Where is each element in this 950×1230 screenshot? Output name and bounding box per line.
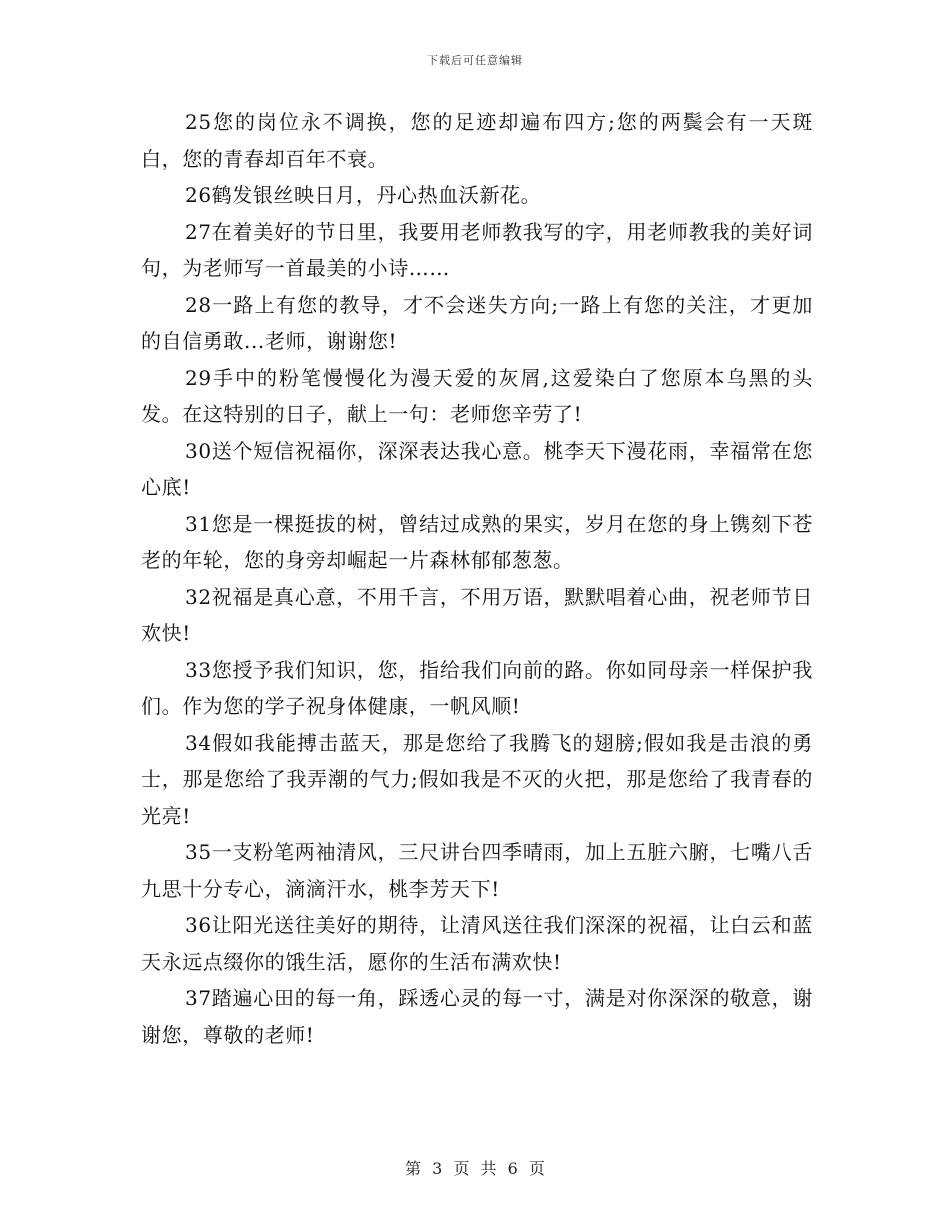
paragraph-36: 36让阳光送往美好的期待，让清风送往我们深深的祝福，让白云和蓝天永远点缀你的饿生活，愿你的生活布满欢快! xyxy=(141,913,813,974)
paragraph-32: 32祝福是真心意，不用千言，不用万语，默默唱着心曲，祝老师节日欢快! xyxy=(141,584,813,645)
paragraph-29: 29手中的粉笔慢慢化为漫天爱的灰屑,这爱染白了您原本乌黑的头发。在这特别的日子，献上一句：老师您辛劳了! xyxy=(141,365,813,426)
paragraph-30: 30送个短信祝福你，深深表达我心意。桃李天下漫花雨，幸福常在您心底! xyxy=(141,438,813,499)
paragraph-37: 37踏遍心田的每一角，踩透心灵的每一寸，满是对你深深的敬意，谢谢您，尊敬的老师! xyxy=(141,986,813,1047)
paragraph-34: 34假如我能搏击蓝天，那是您给了我腾飞的翅膀;假如我是击浪的勇士，那是您给了我弄潮的气力;假如我是不灭的火把，那是您给了我青春的光亮! xyxy=(141,730,813,828)
paragraph-25: 25您的岗位永不调换，您的足迹却遍布四方;您的两鬓会有一天斑白，您的青春却百年不衰。 xyxy=(141,110,813,171)
paragraph-31: 31您是一棵挺拔的树，曾结过成熟的果实，岁月在您的身上镌刻下苍老的年轮，您的身旁却崛起一片森林郁郁葱葱。 xyxy=(141,511,813,572)
document-body xyxy=(141,104,813,1053)
paragraph-33: 33您授予我们知识，您，指给我们向前的路。你如同母亲一样保护我们。作为您的学子祝身体健康，一帆风顺! xyxy=(141,657,813,718)
paragraph-27: 27在着美好的节日里，我要用老师教我写的字，用老师教我的美好词句，为老师写一首最美的小诗…… xyxy=(141,219,813,280)
page-number-footer: 第 3 页 共 6 页 xyxy=(405,1159,545,1178)
paragraph-35: 35一支粉笔两袖清风，三尺讲台四季晴雨，加上五脏六腑，七嘴八舌九思十分专心，滴滴汗水，桃李芳天下! xyxy=(141,840,813,901)
paragraph-28: 28一路上有您的教导，才不会迷失方向;一路上有您的关注，才更加的自信勇敢...老师，谢谢您! xyxy=(141,292,813,353)
paragraph-26: 26鹤发银丝映日月，丹心热血沃新花。 xyxy=(185,183,542,207)
page-header: 下载后可任意编辑 xyxy=(427,54,523,67)
